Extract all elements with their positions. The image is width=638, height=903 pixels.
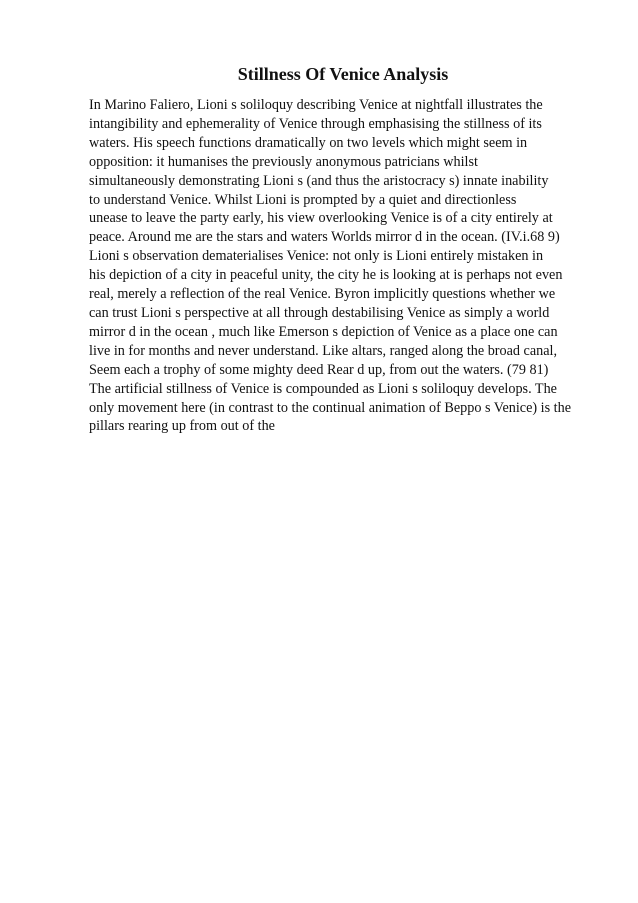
text-line: The artificial stillness of Venice is compounded as Lioni s soliloquy develops. The <box>89 380 557 397</box>
text-line: pillars rearing up from out of the <box>89 418 275 435</box>
text-line: only movement here (in contrast to the continual animation of Beppo s Venice) is the <box>89 399 571 416</box>
text-line: opposition: it humanises the previously anonymous patricians whilst <box>89 153 478 170</box>
text-line: Seem each a trophy of some mighty deed Rear d up, from out the waters. (79 81) <box>89 361 549 378</box>
page-title: Stillness Of Venice Analysis <box>237 64 449 84</box>
text-line: Lioni s observation dematerialises Venice: not only is Lioni entirely mistaken in <box>89 248 544 265</box>
text-line: his depiction of a city in peaceful unity, the city he is looking at is perhaps not even <box>89 267 563 284</box>
text-line: real, merely a reflection of the real Venice. Byron implicitly questions whether we <box>89 286 556 303</box>
text-line: In Marino Faliero, Lioni s soliloquy describing Venice at nightfall illustrates the <box>89 97 543 113</box>
text-line: simultaneously demonstrating Lioni s (and thus the aristocracy s) innate inability <box>89 172 549 189</box>
body-paragraph <box>89 96 609 436</box>
text-line: unease to leave the party early, his view overlooking Venice is of a city entirely at <box>89 210 553 227</box>
text-line: to understand Venice. Whilst Lioni is prompted by a quiet and directionless <box>89 191 517 208</box>
text-line: can trust Lioni s perspective at all through destabilising Venice as simply a world <box>89 304 550 321</box>
text-line: mirror d in the ocean , much like Emerson s depiction of Venice as a place one can <box>89 323 558 340</box>
text-line: waters. His speech functions dramatically on two levels which might seem in <box>89 134 528 151</box>
text-line: peace. Around me are the stars and waters Worlds mirror d in the ocean. (IV.i.68 9) <box>89 229 560 246</box>
text-line: intangibility and ephemerality of Venice through emphasising the stillness of its <box>89 115 542 132</box>
text-line: live in for months and never understand. Like altars, ranged along the broad canal, <box>89 342 558 359</box>
